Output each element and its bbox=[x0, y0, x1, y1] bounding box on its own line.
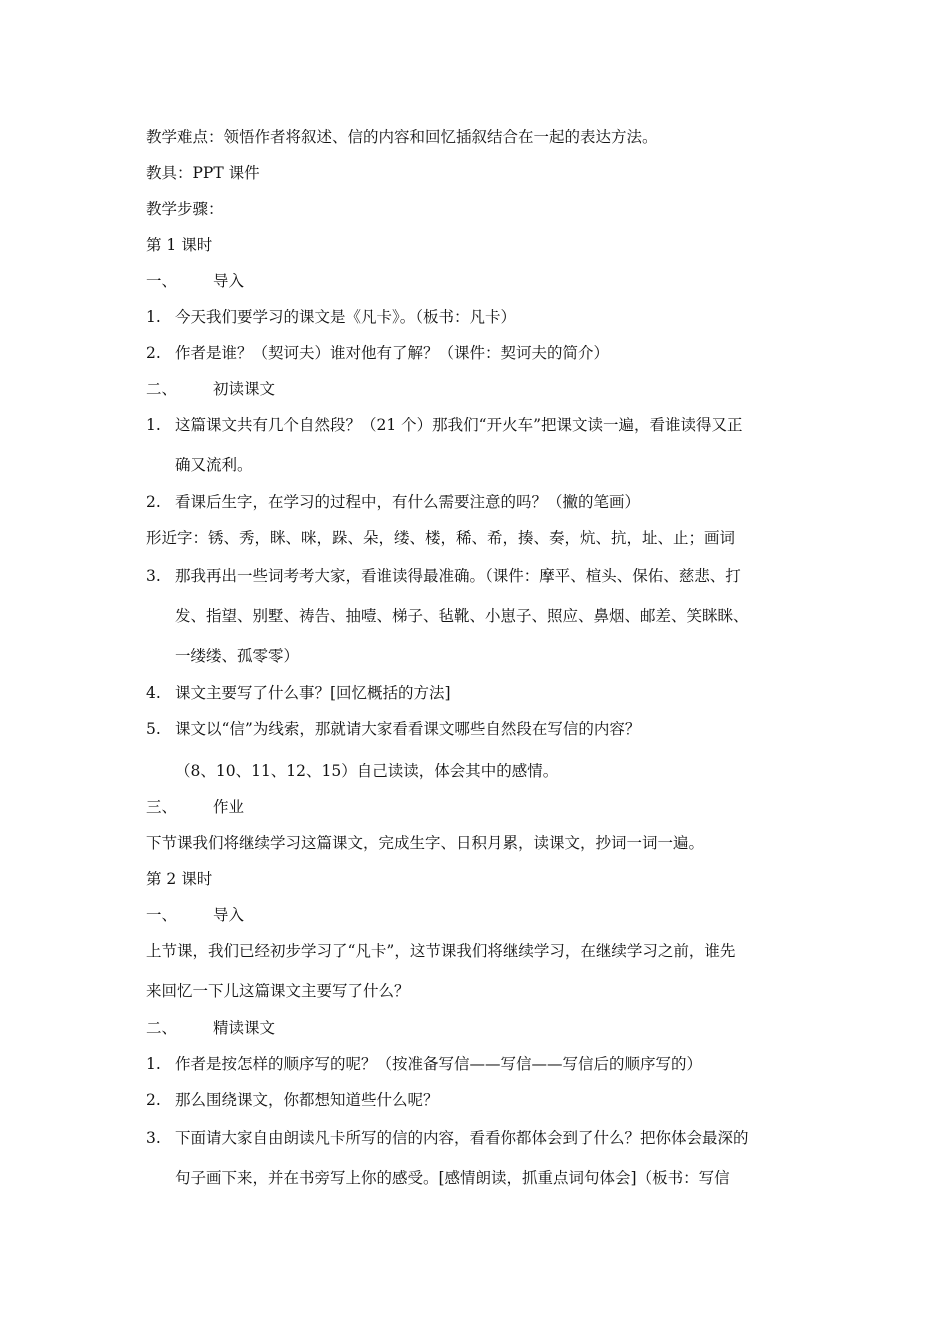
section-number: 三、 bbox=[146, 798, 178, 816]
list-item: 作者是按怎样的顺序写的呢？（按准备写信——写信——写信后的顺序写的） bbox=[175, 1055, 703, 1073]
list-item: 这篇课文共有几个自然段？（21 个）那我们“开火车”把课文读一遍，看谁读得又正 bbox=[175, 416, 743, 434]
item-number: 3. bbox=[146, 1129, 161, 1147]
section-title-intro: 导入 bbox=[213, 906, 245, 924]
teaching-difficulty: 教学难点：领悟作者将叙述、信的内容和回忆插叙结合在一起的表达方法。 bbox=[146, 128, 658, 146]
list-item: 那么围绕课文，你都想知道些什么呢？ bbox=[175, 1091, 439, 1109]
section-title-first-reading: 初读课文 bbox=[213, 380, 276, 398]
list-item-continuation: 句子画下来，并在书旁写上你的感受。[感情朗读，抓重点词句体会]（板书：写信 bbox=[175, 1169, 730, 1187]
item-number: 2. bbox=[146, 493, 161, 511]
list-item-continuation: 确又流利。 bbox=[175, 456, 253, 474]
item-number: 1. bbox=[146, 416, 161, 434]
homework-text: 下节课我们将继续学习这篇课文，完成生字、日积月累，读课文，抄词一词一遍。 bbox=[146, 834, 705, 852]
intro-paragraph: 上节课，我们已经初步学习了“凡卡”，这节课我们将继续学习，在继续学习之前，谁先 bbox=[146, 942, 736, 960]
item-number: 3. bbox=[146, 567, 161, 585]
list-item-continuation: 一缕缕、孤零零） bbox=[175, 647, 300, 665]
item-number: 5. bbox=[146, 720, 161, 738]
list-item: 下面请大家自由朗读凡卡所写的信的内容，看看你都体会到了什么？把你体会最深的 bbox=[175, 1129, 749, 1147]
list-item-continuation: 发、指望、别墅、祷告、抽噎、梯子、毡靴、小崽子、照应、鼻烟、邮差、笑眯眯、 bbox=[175, 607, 749, 625]
section-title-homework: 作业 bbox=[213, 798, 245, 816]
section-number: 二、 bbox=[146, 1019, 178, 1037]
section-number: 一、 bbox=[146, 272, 178, 290]
list-item: 课文主要写了什么事？[回忆概括的方法] bbox=[175, 684, 451, 702]
teaching-steps-heading: 教学步骤： bbox=[146, 200, 224, 218]
lesson-1-title: 第 1 课时 bbox=[146, 236, 213, 254]
item-number: 2. bbox=[146, 1091, 161, 1109]
section-title-close-reading: 精读课文 bbox=[213, 1019, 276, 1037]
teaching-tools: 教具：PPT 课件 bbox=[146, 164, 260, 182]
list-item: 课文以“信”为线索，那就请大家看看课文哪些自然段在写信的内容？ bbox=[175, 720, 641, 738]
item-number: 2. bbox=[146, 344, 161, 362]
lesson-2-title: 第 2 课时 bbox=[146, 870, 213, 888]
section-number: 一、 bbox=[146, 906, 178, 924]
similar-characters: 形近字：锈、秀，眯、咪，跺、朵，缕、楼，稀、希，揍、奏，炕、抗，址、止；画词 bbox=[146, 529, 736, 547]
item-number: 4. bbox=[146, 684, 161, 702]
section-title-intro: 导入 bbox=[213, 272, 245, 290]
list-item-continuation: （8、10、11、12、15）自己读读，体会其中的感情。 bbox=[175, 762, 559, 780]
intro-paragraph-continuation: 来回忆一下儿这篇课文主要写了什么？ bbox=[146, 982, 410, 1000]
list-item: 作者是谁？（契诃夫）谁对他有了解？（课件：契诃夫的简介） bbox=[175, 344, 610, 362]
list-item: 那我再出一些词考考大家，看谁读得最准确。（课件：摩平、楦头、保佑、慈悲、打 bbox=[175, 567, 741, 585]
list-item: 今天我们要学习的课文是《凡卡》。（板书：凡卡） bbox=[175, 308, 517, 326]
section-number: 二、 bbox=[146, 380, 178, 398]
item-number: 1. bbox=[146, 1055, 161, 1073]
list-item: 看课后生字，在学习的过程中，有什么需要注意的吗？（撇的笔画） bbox=[175, 493, 641, 511]
item-number: 1. bbox=[146, 308, 161, 326]
